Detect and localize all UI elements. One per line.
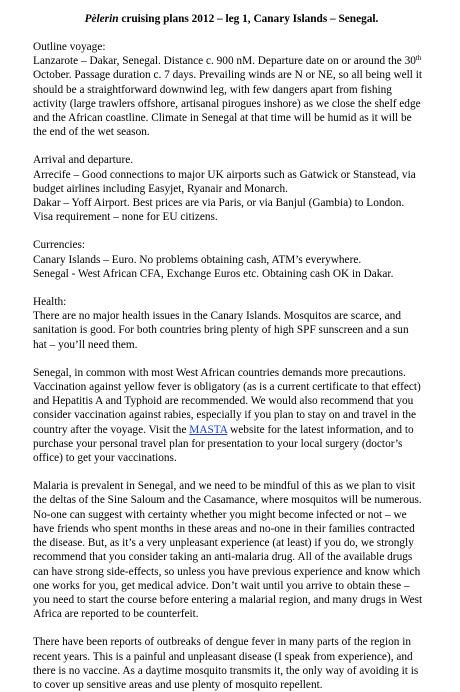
- paragraph-line: country after the voyage. Visit the MASTA website for the latest information, and to: [33, 423, 414, 436]
- section-heading: Currencies:: [33, 239, 86, 252]
- paragraph-line: Visa requirement – none for EU citizens.: [33, 211, 218, 224]
- paragraph-line: recommend that you consider taking an anti-malaria drug. All of the available drugs: [33, 551, 413, 564]
- paragraph-line: the deltas of the Sine Saloum and the Casamance, where mosquitos will be numerous.: [33, 494, 422, 507]
- paragraph-line: Canary Islands – Euro. No problems obtaining cash, ATM’s everywhere.: [33, 253, 362, 266]
- paragraph-line: There have been reports of outbreaks of dengue fever in many parts of the region in: [33, 636, 411, 649]
- paragraph-line: activity (large trawlers offshore, artisanal pirogues inshore) as we close the shelf edge: [33, 97, 421, 110]
- ship-name: Pèlerin: [84, 13, 119, 25]
- paragraph-line: Lanzarote – Dakar, Senegal. Distance c. 900 nM. Departure date on or around the 30th: [33, 54, 422, 68]
- paragraph-line: and the African coastline. Climate in Senegal at that time will be humid as it will be: [33, 112, 412, 125]
- paragraph-line: office) to get your vaccinations.: [33, 452, 177, 465]
- paragraph-line: one works for you, get medical advice. Don’t wait until you arrive to obtain these –: [33, 579, 410, 592]
- paragraph-line: October. Passage duration c. 7 days. Prevailing winds are N or NE, so all being well it: [33, 69, 423, 82]
- masta-link[interactable]: MASTA: [189, 423, 228, 436]
- currencies-section: [33, 238, 430, 281]
- paragraph-line: you need to start the course before entering a malarial region, and many drugs in West: [33, 593, 423, 606]
- paragraph-line: budget airlines including Easyjet, Ryanair and Monarch.: [33, 182, 288, 195]
- paragraph-line: Senegal, in common with most West African countries demands more precautions.: [33, 366, 406, 379]
- dengue-paragraph: [33, 635, 430, 692]
- paragraph-line: can have strong side-effects, so unless you have previous experience and know which: [33, 565, 421, 578]
- arrival-section: [33, 153, 430, 224]
- health-section: [33, 295, 430, 352]
- paragraph-line: Africa are reported to be counterfeit.: [33, 608, 199, 621]
- paragraph-line: No-one can suggest with certainty whether you might become infected or not – we: [33, 508, 407, 521]
- paragraph-line: there is no vaccine. As a daytime mosquito transmits it, the only way of avoiding it is: [33, 664, 419, 677]
- paragraph-line: Dakar – Yoff Airport. Best prices are via Paris, or via Banjul (Gambia) to London.: [33, 197, 405, 210]
- paragraph-line: Senegal - West African CFA, Exchange Euros etc. Obtaining cash OK in Dakar.: [33, 267, 394, 280]
- paragraph-line: to cover up sensitive areas and use plenty of mosquito repellent.: [33, 678, 323, 691]
- paragraph-line: the end of the wet season.: [33, 126, 150, 139]
- paragraph-line: have friends who spent months in these areas and no-one in their families contracted: [33, 522, 415, 535]
- superscript: th: [415, 54, 422, 63]
- paragraph-line: Vaccination against yellow fever is obligatory (as is a current certificate to that effect): [33, 381, 421, 394]
- paragraph-line: should be a straightforward downwind leg, with few dangers apart from fishing: [33, 83, 392, 96]
- paragraph-line: There are no major health issues in the Canary Islands. Mosquitos are scarce, and: [33, 310, 401, 323]
- page-title: [33, 12, 430, 26]
- paragraph-line: hat – you’ll need them.: [33, 338, 138, 351]
- paragraph-line: Arrecife – Good connections to major UK airports such as Gatwick or Stanstead, via: [33, 168, 416, 181]
- paragraph-line: and Hepatitis A and Typhoid are recommended. We would also recommend that you: [33, 395, 414, 408]
- section-heading: Health:: [33, 296, 67, 309]
- senegal-precautions-paragraph: [33, 366, 430, 465]
- malaria-paragraph: [33, 479, 430, 621]
- paragraph-line: consider vaccination against rabies, especially if you plan to stay on and travel in the: [33, 409, 417, 422]
- title-rest: cruising plans 2012 – leg 1, Canary Islands – Senegal.: [118, 13, 379, 25]
- paragraph-line: purchase your personal travel plan for presentation to your local surgery (doctor’s: [33, 437, 403, 450]
- section-heading: Arrival and departure.: [33, 154, 134, 167]
- section-heading: Outline voyage:: [33, 41, 106, 53]
- paragraph-line: recent years. This is a painful and unpleasant disease (I speak from experience), and: [33, 650, 413, 663]
- paragraph-line: the disease. But, as it’s a very unpleasant experience (at least) if you do, we strongly: [33, 537, 414, 550]
- outline-voyage-section: [33, 40, 430, 139]
- paragraph-line: Malaria is prevalent in Senegal, and we need to be mindful of this as we plan to visit: [33, 480, 416, 493]
- paragraph-line: sanitation is good. For both countries bring plenty of high SPF sunscreen and a sun: [33, 324, 409, 337]
